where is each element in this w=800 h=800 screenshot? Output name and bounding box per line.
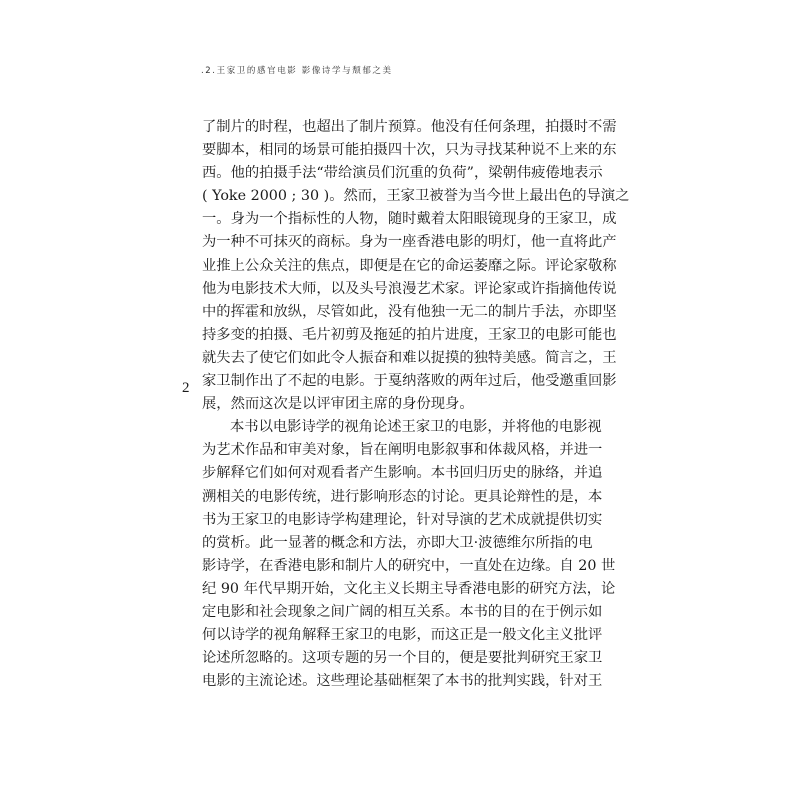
page-number: 2 (182, 380, 190, 396)
text-line: 书为王家卫的电影诗学构建理论，针对导演的艺术成就提供切实 (202, 511, 603, 528)
text-line: 了制片的时程，也超出了制片预算。他没有任何条理，拍摄时不需 (202, 119, 617, 135)
text-line: 论述所忽略的。这项专题的另一个目的，便是要批判研究王家卫 (202, 650, 603, 667)
text-line: 电影的主流论述。这些理论基础框架了本书的批判实践，针对王 (202, 673, 603, 690)
text-line: 的赏析。此一显著的概念和方法，亦即大卫·波德维尔所指的电 (202, 534, 593, 551)
text-line: 本书以电影诗学的视角论述王家卫的电影，并将他的电影视 (230, 419, 602, 436)
text-line: 溯相关的电影传统，进行影响形态的讨论。更具论辩性的是，本 (202, 488, 603, 505)
text-line: 为艺术作品和审美对象，旨在阐明电影叙事和体裁风格，并进一 (202, 442, 603, 459)
text-line: 家卫制作出了不起的电影。于戛纳落败的两年过后，他受邀重回影 (202, 373, 617, 390)
text-line: 影诗学，在香港电影和制片人的研究中，一直处在边缘。自 20 世 (202, 557, 616, 574)
text-line: 定电影和社会现象之间广阔的相互关系。本书的目的在于例示如 (202, 603, 603, 620)
text-line: 中的挥霍和放纵，尽管如此，没有他独一无二的制片手法，亦即坚 (202, 303, 617, 320)
text-line: 纪 90 年代早期开始，文化主义长期主导香港电影的研究方法，论 (202, 580, 616, 597)
text-line: 持多变的拍摄、毛片初剪及拖延的拍片进度，王家卫的电影可能也 (202, 326, 617, 343)
text-line: 要脚本，相同的场景可能拍摄四十次，只为寻找某种说不上来的东 (202, 142, 617, 159)
text-line: 业推上公众关注的焦点，即便是在它的命运萎靡之际。评论家敬称 (202, 257, 617, 274)
text-line: 何以诗学的视角解释王家卫的电影，而这正是一般文化主义批评 (202, 627, 603, 644)
paragraph-1 (202, 116, 630, 416)
body-text (202, 116, 630, 693)
text-line: 步解释它们如何对观看者产生影响。本书回归历史的脉络，并追 (202, 465, 603, 482)
text-line: 展，然而这次是以评审团主席的身份现身。 (202, 396, 474, 413)
text-line: ( Yoke 2000 ; 30 )。然而，王家卫被誉为当今世上最出色的导演之 (202, 188, 630, 205)
text-line: 他为电影技术大师，以及头号浪漫艺术家。评论家或许指摘他传说 (202, 280, 617, 297)
running-header: .2.王家卫的感官电影 影像诗学与颓郁之美 (201, 66, 393, 76)
paragraph-2 (202, 416, 616, 693)
text-line: 为一种不可抹灭的商标。身为一座香港电影的明灯，他一直将此产 (202, 234, 617, 251)
text-line: 西。他的拍摄手法“带给演员们沉重的负荷”，梁朝伟疲倦地表示 (202, 165, 603, 182)
text-line: 就失去了使它们如此令人振奋和难以捉摸的独特美感。简言之，王 (202, 349, 617, 366)
text-line: 一。身为一个指标性的人物，随时戴着太阳眼镜现身的王家卫，成 (202, 211, 617, 228)
